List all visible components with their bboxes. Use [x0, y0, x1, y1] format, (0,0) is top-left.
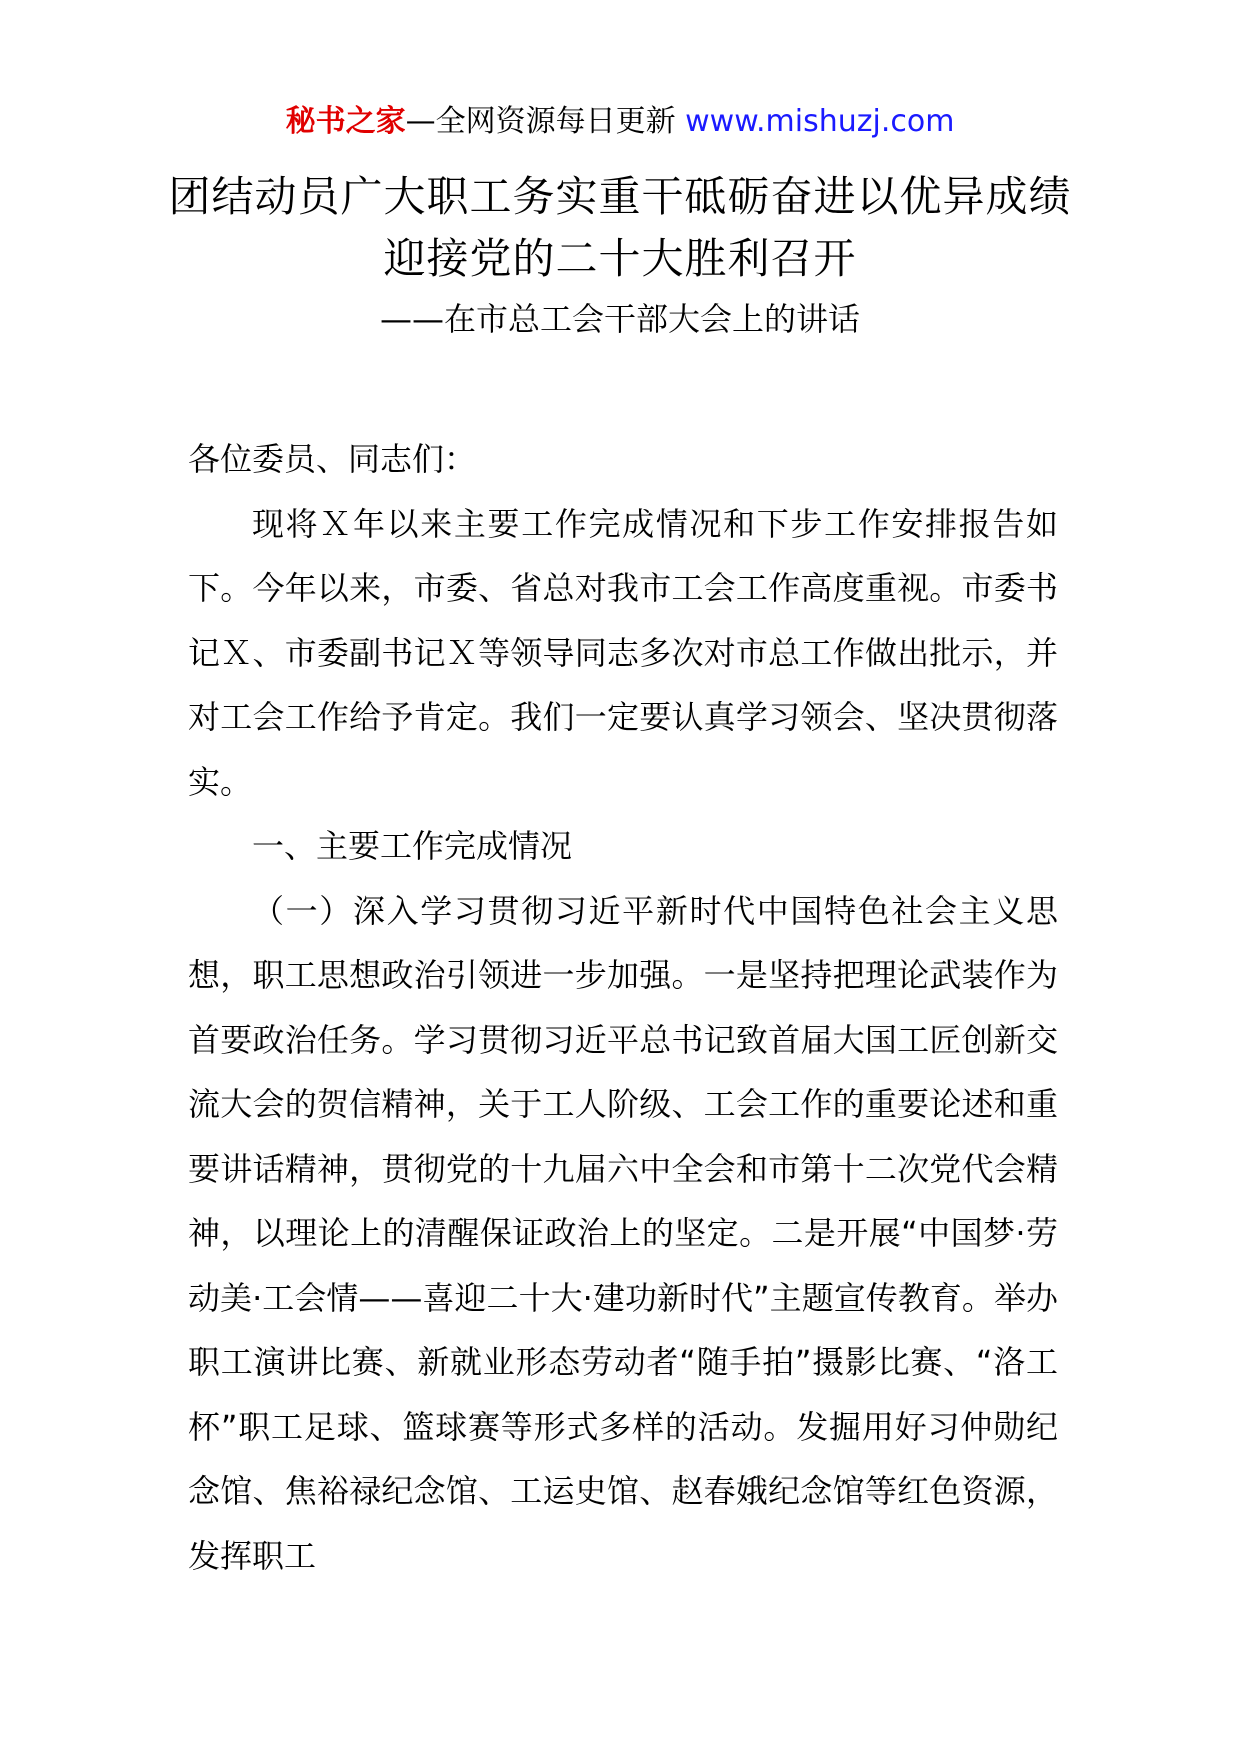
paragraph-section-1: （一）深入学习贯彻习近平新时代中国特色社会主义思想，职工思想政治引领进一步加强。一是坚持把理论武装作为首要政治任务。学习贯彻习近平总书记致首届大国工匠创新交流大会的贺信精神，关于工人阶级、工会工作的重要论述和重要讲话精神，贯彻党的十九届六中全会和市第十二次党代会精神，以理论上的清醒保证政治上的坚定。二是开展“中国梦·劳动美·工会情——喜迎二十大·建功新时代”主题宣传教育。举办职工演讲比赛、新就业形态劳动者“随手拍”摄影比赛、“洛工杯”职工足球、篮球赛等形式多样的活动。发掘用好习仲勋纪念馆、焦裕禄纪念馆、工运史馆、赵春娥纪念馆等红色资源，发挥职工	[188, 891, 1058, 1575]
banner-url-link[interactable]: www.mishuzj.com	[685, 104, 955, 139]
document-body	[188, 427, 1058, 1588]
document-subtitle: ——在市总工会干部大会上的讲话	[379, 300, 860, 338]
banner-brand: 秘书之家	[285, 104, 406, 139]
site-banner	[0, 100, 1240, 144]
banner-slogan: —全网资源每日更新	[405, 104, 686, 139]
document-title: 团结动员广大职工务实重干砥砺奋进以优异成绩迎接党的二十大胜利召开	[168, 172, 1072, 283]
paragraph-intro: 现将Ｘ年以来主要工作完成情况和下步工作安排报告如下。今年以来，市委、省总对我市工会工作高度重视。市委书记Ｘ、市委副书记Ｘ等领导同志多次对市总工作做出批示，并对工会工作给予肯定。我们一定要认真学习领会、坚决贯彻落实。	[188, 504, 1058, 801]
section-heading: 一、主要工作完成情况	[252, 827, 573, 865]
salutation: 各位委员、同志们：	[188, 440, 477, 478]
